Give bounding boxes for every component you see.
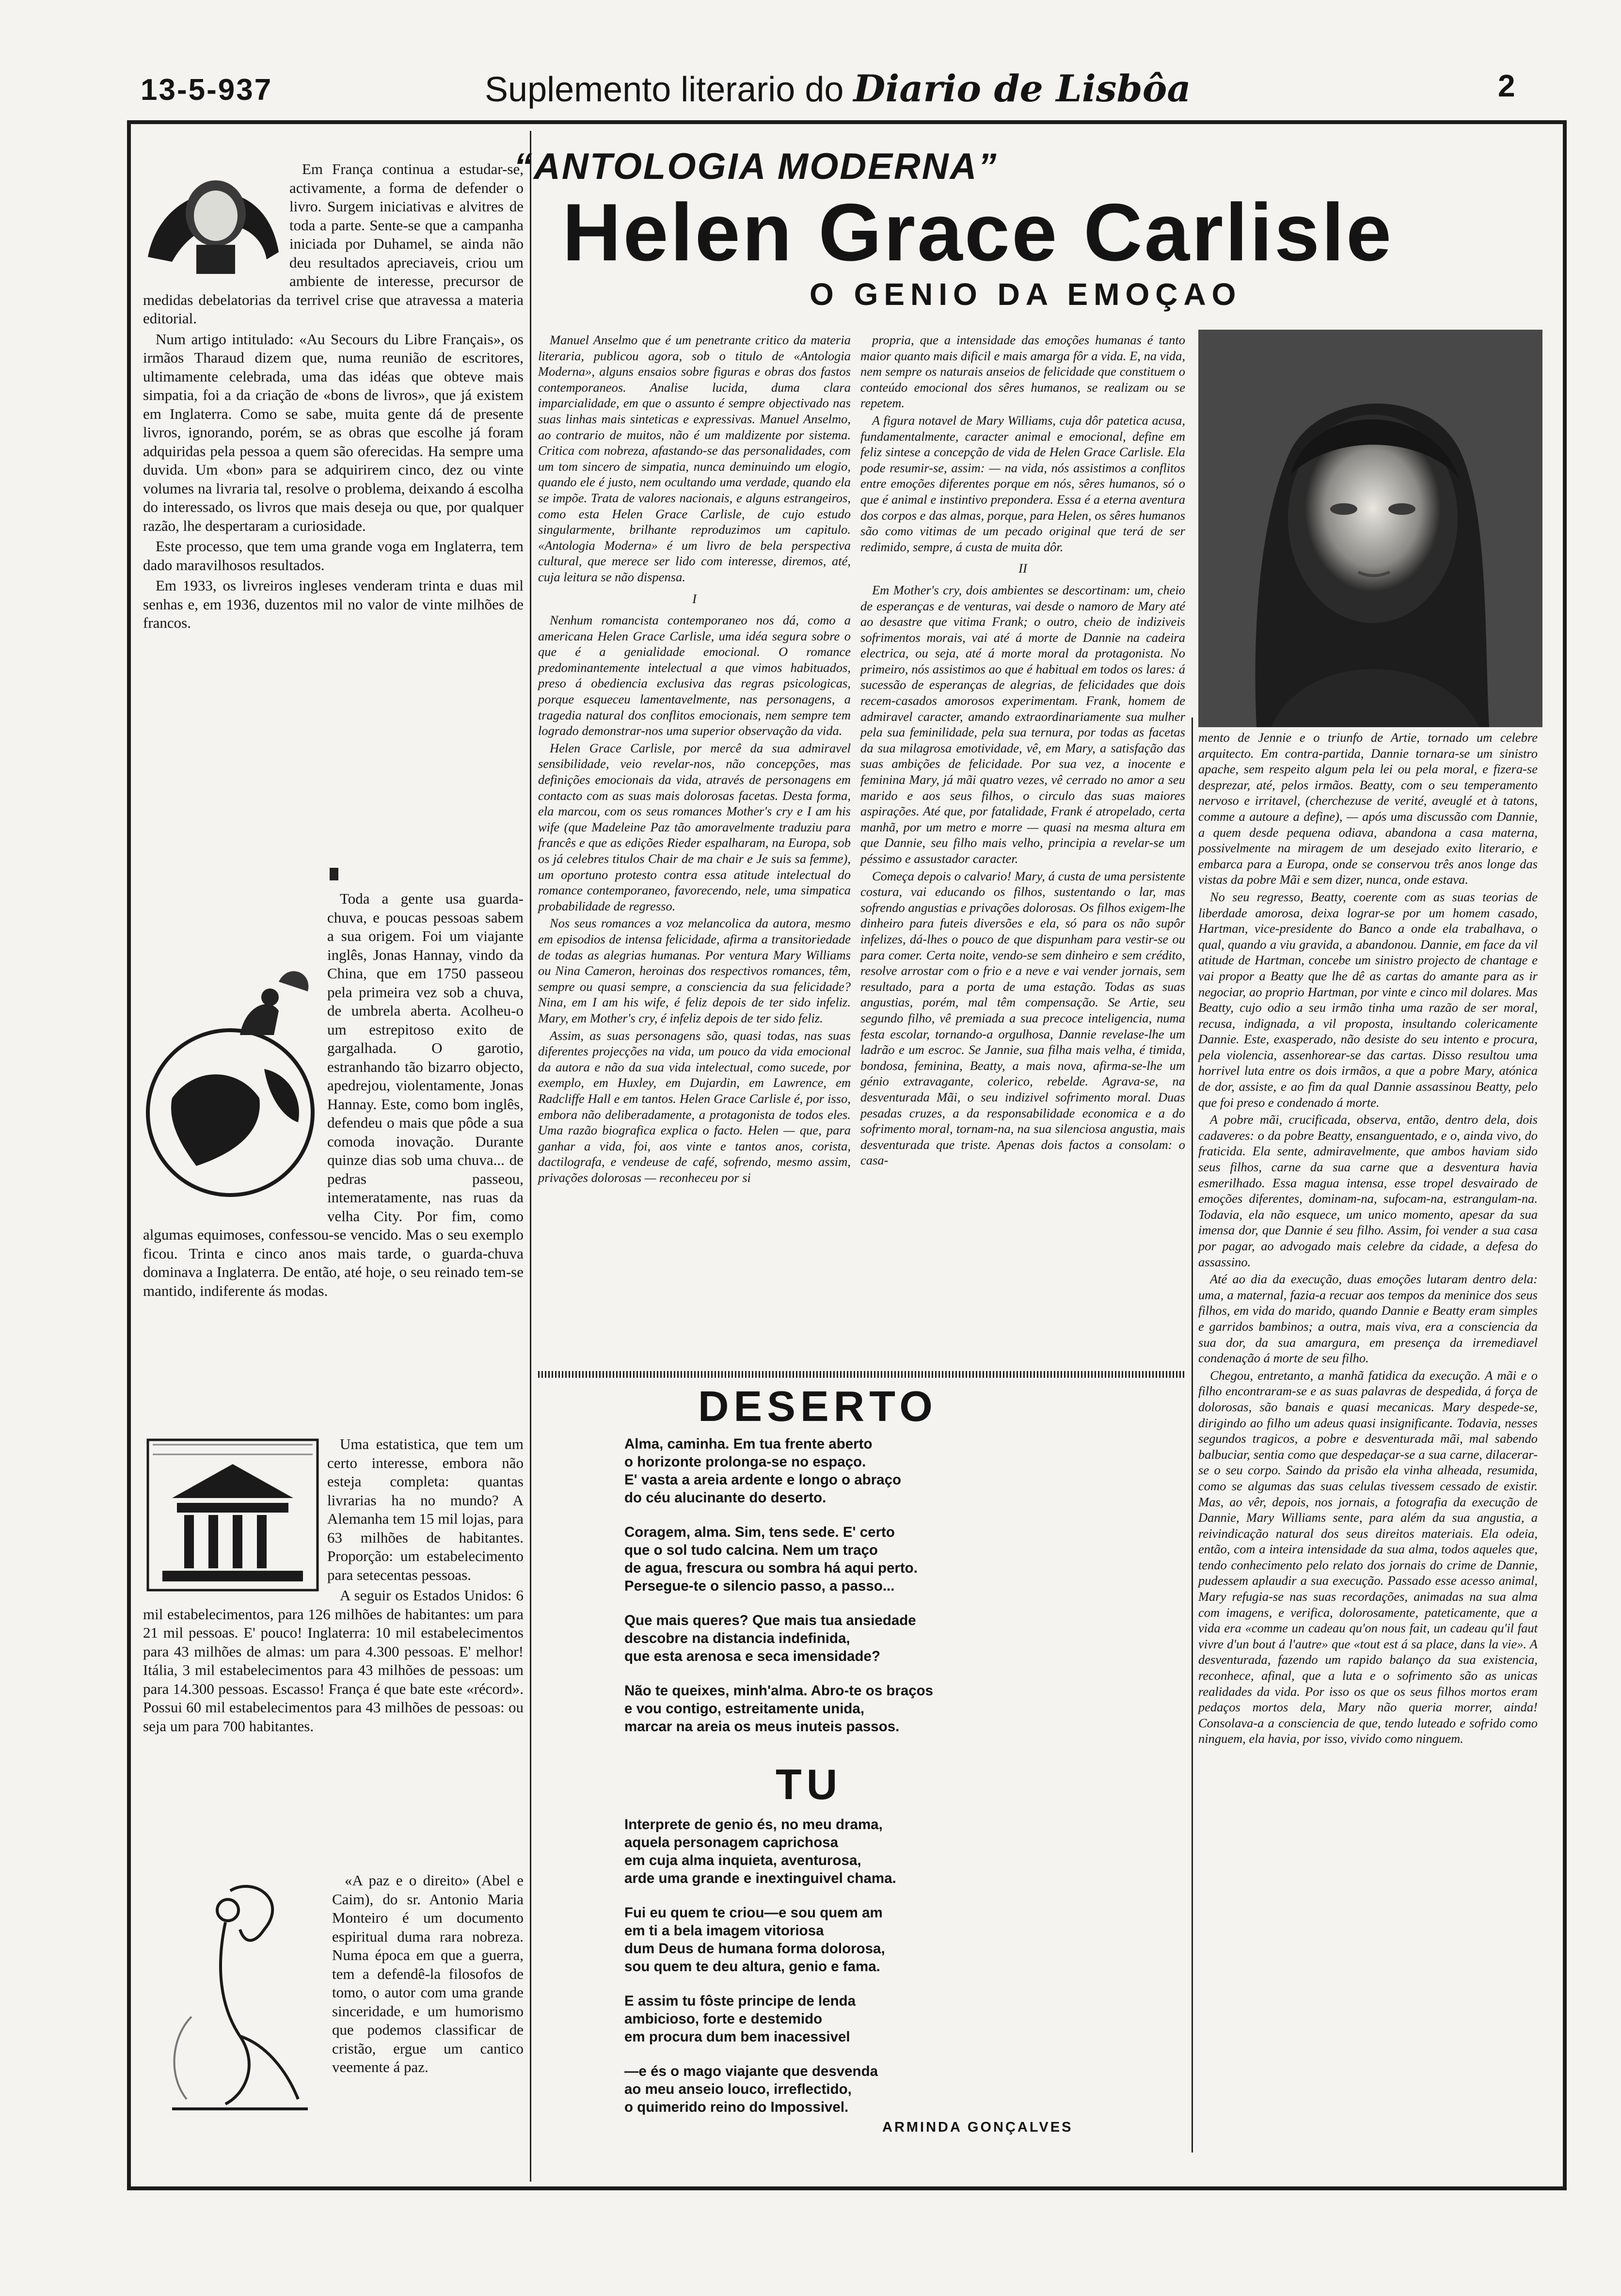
- poem-line: ambicioso, forte e destemido: [624, 2011, 823, 2027]
- section-separator: [538, 1371, 1185, 1378]
- poem-line: E assim tu fôste principe de lenda: [624, 1993, 856, 2009]
- left-column-item-2: [143, 890, 524, 1302]
- poem-stanza: [624, 1682, 1182, 1736]
- poem-author: ARMINDA GONÇALVES: [882, 2120, 1073, 2135]
- column-rule-left: [530, 131, 531, 2182]
- globe-umbrella-illustration: [143, 953, 322, 1214]
- poem-line: que o sol tudo calcina. Nem um traço: [624, 1542, 878, 1558]
- poem-line: e vou contigo, estreitamente unida,: [624, 1701, 865, 1717]
- poem-line: aquela personagem caprichosa: [624, 1834, 839, 1850]
- essay-paragraph: Até ao dia da execução, duas emoções lutaram dentro dela: uma, a maternal, fazia-a recuar aos tempos da meninice dos seus filhos, em vida do marido, quando Dannie e Beatty eram simples e garridos bambinos; a outra, mais viva, era a consciencia da sua dor, da sua amargura, em presença da irremediavel condenação á morte de seu filho.: [1198, 1272, 1538, 1366]
- kneeling-figure-illustration: [143, 1871, 327, 2123]
- poem-line: em procura dum bem inacessivel: [624, 2029, 850, 2045]
- poem-stanza: [624, 1992, 1182, 2046]
- essay-paragraph: Assim, as suas personagens são, quasi todas, nas suas diferentes projecções na vida, um pouco da vida emocional da autora e não da sua vida intelectual, como sucede, por exemplo, em Huxley, em Dujardin, em Lawrence, em Radcliffe Hall e em tantos. Helen Grace Carlisle é, por isso, embora não deliberadamente, a protagonista de todos eles. Uma razão biografica explica o facto. Helen — que, para ganhar a vida, foi, aos vinte e tantos anos, corista, dactilografa, e vendeuse de café, sofrendo, mesmo assim, privações dolorosas — reconheceu por si: [538, 1028, 851, 1185]
- article-book-vouchers-p3: Este processo, que tem uma grande voga em Inglaterra, tem dado maravilhosos resultados.: [143, 538, 524, 574]
- section-numeral-2: II: [1018, 561, 1027, 576]
- poem-stanza: [624, 2062, 1182, 2116]
- poem-line: Não te queixes, minh'alma. Abro-te os braços: [624, 1683, 934, 1699]
- essay-paragraph: A figura notavel de Mary Williams, cuja dôr patetica acusa, fundamentalmente, caracter animal e emocional, define em feliz sintese a concepção de vida de Helen Grace Carlisle. Ela pode resumir-se, assim: — na vida, nós assistimos a conflitos entre emoções diferentes porque em nós, sêres humanos, só o que é animal e instintivo prepondera. Essa é a eterna aventura dos corpos e das almas, porque, para Helen, os sêres humanos são como vitimas de um pecado original que terá de ser redimido, sempre, á custa de muita dôr.: [860, 413, 1185, 554]
- poem-line: Que mais queres? Que mais tua ansiedade: [624, 1612, 916, 1628]
- poem-stanza: [624, 1904, 1182, 1976]
- left-column-item-1: [143, 160, 524, 635]
- article-book-vouchers-p2: Num artigo intitulado: «Au Secours du Libre Français», os irmãos Tharaud dizem que, numa reunião de escritores, ultimamente celebrada, uma das idéas que obteve mais simpatia, foi a da criação de «bons de livros», que já existem em Inglaterra. Como se sabe, muita gente dá de presente livros, ignorando, porém, se as obras que escolhe já foram adquiridas pela pessoa a quem são oferecidas. Ha sempre uma duvida. Um «bon» para se adquirirem cinco, dez ou vinte volumes na livraria tal, resolve o problema, deixando á escolha do interessado, os livros que mais deseja ou que, por qualquer razão, lhe despertaram a curiosidade.: [143, 330, 524, 534]
- masthead-prefix: Suplemento literario do: [485, 70, 844, 109]
- feature-kicker: “ANTOLOGIA MODERNA”: [514, 146, 998, 187]
- page-number: 2: [1498, 68, 1515, 103]
- poem-line: que esta arenosa e seca imensidade?: [624, 1648, 880, 1664]
- poem-line: de agua, frescura ou sombra há aqui perto.: [624, 1560, 918, 1576]
- poem-line: o horizonte prolonga-se no espaço.: [624, 1454, 866, 1470]
- essay-paragraph: Nos seus romances a voz melancolica da autora, mesmo em episodios de intensa felicidade, afirma a transitoriedade de todas as alegrias humanas. Por ventura Mary Williams ou Nina Cameron, heroinas dos respectivos romances, têm, sempre ou quasi sempre, a consciencia da sua felicidade? Nina, em I am his wife, é feliz depois de ter sido infeliz. Mary, em Mother's cry, é infeliz depois de ter sido feliz.: [538, 916, 851, 1025]
- feature-column-b: [860, 332, 1185, 1170]
- poem-line: Persegue-te o silencio passo, a passo...: [624, 1578, 895, 1594]
- issue-date: 13-5-937: [141, 73, 273, 107]
- article-bookstore-stats: Uma estatistica, que tem um certo interesse, embora não esteja completa: quantas livrarias ha no mundo? A Alemanha tem 15 mil lojas, para 63 milhões de habitantes. Proporção: um estabelecimento para setecentas pessoas.: [327, 1435, 524, 1583]
- essay-paragraph: Chegou, entretanto, a manhã fatidica da execução. A mãi e o filho encontraram-se e as suas palavras de despedida, á força de dolorosas, são banais e quasi mecanicas. Mary despede-se, dirigindo ao filho um adeus quasi insignificante. Todavia, nesses segundos tragicos, a pobre e desventurada mãi, mal sabendo balbuciar, sentia como que despedaçar-se a sua carne, dilacerar-se o seu corpo. Saindo da prisão ela vinha alheada, resumida, como se algumas das suas celulas tivessem cessado de existir. Mas, ao vêr, depois, nos jornais, a fotografia da execução de Dannie, Mary Williams sente, para além da sua angustia, a reivindicação natural dos seus direitos materiais. Ela odeia, então, com a inteira intensidade da sua alma, todos aqueles que, tendo conhecimento pelo relato dos jornais do crime de Dannie, pudessem aplaudir a sua execução. Passado esse acesso animal, Mary refugia-se nas suas recordações, animadas na sua alma com imagens, e verifica, dolorosamente, pateticamente, que a vida era «comme un cadeau qu'on nous fait, un cadeau qu'il faut vivre d'un bout á l'autre» que «tout est á sa place, dans la vie». A desventurada, fazendo um rapido balanço da sua existencia, reconhece, afinal, que a luta e o sofrimento são as unicas realidades da vida. Por isso os que os seus filhos mortos eram pedaços mortos dela, Mary não queria morrer, ainda! Consolava-a a consciencia de que, tendo luteado e sofrido como ninguem, ela havia, por isso, vivido como ninguem.: [1198, 1368, 1538, 1746]
- portrait-vignette: [143, 160, 285, 281]
- poem-line: sou quem te deu altura, genio e fama.: [624, 1959, 880, 1975]
- poem-line: Alma, caminha. Em tua frente aberto: [624, 1436, 873, 1452]
- masthead: [485, 67, 1191, 110]
- poem-line: em ti a bela imagem vitoriosa: [624, 1923, 824, 1939]
- column-rule-photo: [1192, 718, 1193, 2152]
- section-bullet: [330, 868, 338, 880]
- poem-line: em cuja alma inquieta, aventurosa,: [624, 1852, 861, 1868]
- feature-column-c: [1198, 730, 1538, 1748]
- essay-paragraph: Nenhum romancista contemporaneo nos dá, como a americana Helen Grace Carlisle, uma idéa segura sobre o que é a genialidade emocional. O romance predominantemente intelectual a que vimos habituados, preso á obediencia exclusiva das regras psicologicas, porque esqueceu lamentavelmente, nas personagens, a tragedia natural dos conflitos emocionais, nem sempre tem logrado demonstrar-nos uma superior observação da vida.: [538, 613, 851, 738]
- article-book-vouchers-p4: Em 1933, os livreiros ingleses venderam trinta e duas mil senhas e, em 1936, duzentos mil no valor de vinte milhões de francos.: [143, 577, 524, 631]
- poem-title-deserto: DESERTO: [698, 1382, 938, 1430]
- poem-title-tu: TU: [776, 1760, 842, 1808]
- left-column-item-4: [143, 1871, 524, 2125]
- intro-paragraph: Manuel Anselmo que é um penetrante critico da materia literaria, publicou agora, sob o titulo de «Antologia Moderna», alguns ensaios sobre figuras e obras dos fastos contemporaneos. Analise lucida, duma clara imparcialidade, em que o assunto é sempre objectivado nas suas linhas mais sinteticas e expressivas. Manuel Anselmo, ao contrario de muitos, não é um maldizente por sistema. Critica com nobreza, afastando-se das personalidades, com um tom sincero de simpatia, nunca deminuindo um elogio, quando ele é justo, nem ocultando uma verdade, quando ela se impõe. Trata de valores nacionais, e alguns estrangeiros, como esta Helen Grace Carlisle, de cujo estudo singularmente, brilhante reproduzimos um capitulo. «Antologia Moderna» é um livro de bela perspectiva cultural, que merece ser lido com interesse, diremos, até, cuja leitura se não dispensa.: [538, 333, 851, 584]
- essay-paragraph: Em Mother's cry, dois ambientes se descortinam: um, cheio de esperanças e de venturas, vai desde o namoro de Mary até ao desastre que vitima Frank; o outro, cheio de indiziveis sofrimentos morais, vai até á morte de Dannie na cadeira electrica, ou seja, até á morte moral da protagonista. No primeiro, nós assistimos ao que é habitual em todos os lares: á sucessão de esperanças de alegrias, de felicidades que dois recem-casados amorosos experimentam. Frank, homem de admiravel caracter, amando extraordinariamente sua mulher pela sua feminilidade, pela sua ternura, por todas as facetas da sua milagrosa emotividade, vê, em Mary, a satisfação das suas ambições de felicidade. Por sua vez, a inocente e feminina Mary, já mãi quatro vezes, vê cerrado no amor a seu marido e aos seus filhos, o circulo das suas maiores aspirações. Até que, por fatalidade, Frank é atropelado, certa manhã, por um metro e morre — quasi na mesma altura em que Dannie, seu filho mais velho, principia a revelar-se um péssimo e assustador caracter.: [860, 582, 1185, 866]
- left-column-item-3: [143, 1435, 524, 1738]
- essay-paragraph: mento de Jennie e o triunfo de Artie, tornado um celebre arquitecto. Em contra-partida, Dannie tornara-se um sinistro apache, sem respeito algum pela lei ou pela moral, e fizera-se desprezar, até, pelos irmãos. Beatty, com o seu temperamento nervoso e irritavel, (cherchezuse de verité, aveuglé et à tatons, comme a autoure a define), — após uma discussão com Dannie, a quem desde pequena odiava, abandona a casa materna, possivelmente na miragem de um desejado exito literario, e embarca para a Europa, onde se conservou três anos longe das vistas da pobre Mãi e sem dizer, nunca, onde estava.: [1198, 730, 1538, 887]
- article-bookstore-stats-p2: A seguir os Estados Unidos: 6 mil estabelecimentos, para 126 milhões de habitantes: um para 21 mil pessoas. E' pouco! Inglaterra: 10 mil estabelecimentos para 43 milhões de almas: um para 4.300 pessoas. E' melhor! Itália, 3 mil estabelecimentos para 43 milhões de pessoas: um para 14.300 pessoas. Escasso! França é que bate este «récord». Possui 60 mil estabelecimentos para 43 milhões de pessoas: ou seja um para 700 habitantes.: [143, 1587, 524, 1735]
- poem-line: marcar na areia os meus inuteis passos.: [624, 1719, 900, 1735]
- poem-line: o quimerido reino do Impossivel.: [624, 2099, 849, 2115]
- feature-subtitle: O GENIO DA EMOÇAO: [810, 277, 1242, 312]
- article-peace-book: «A paz e o direito» (Abel e Caim), do sr. Antonio Maria Monteiro é um documento espiritual duma rara nobreza. Numa época em que a guerra, tem a defendê-la filosofos de tomo, o autor com uma grande sinceridade, e um humorismo que podemos classificar de cristão, ergue um cantico veemente á paz.: [332, 1872, 524, 2075]
- masthead-paper: Diario de Lisbôa: [853, 67, 1191, 110]
- poem-stanza: [624, 1523, 1182, 1595]
- article-book-vouchers: Em França continua a estudar-se, activamente, a forma de defender o livro. Surgem iniciativas e alvitres de toda a parte. Sente-se que a campanha iniciada por Duhamel, se ainda não deu resultados apreciaveis, criou um ambiente de interesse, precursor de medidas debelatorias da terrivel crise que atravessa a materia editorial.: [143, 160, 524, 327]
- poem-line: —e és o mago viajante que desvenda: [624, 2063, 878, 2079]
- poem-line: Fui eu quem te criou—e sou quem am: [624, 1905, 883, 1921]
- poem-line: descobre na distancia indefinida,: [624, 1630, 850, 1646]
- poem-stanza: [624, 1435, 1182, 1507]
- poem-line: dum Deus de humana forma dolorosa,: [624, 1941, 885, 1957]
- poem-line: Interprete de genio és, no meu drama,: [624, 1817, 883, 1833]
- essay-paragraph: Começa depois o calvario! Mary, á custa de uma persistente costura, vai educando os filhos, sustentando o lar, mas sofrendo angustias e privações dolorosas. Os filhos exigem-lhe dinheiro para futeis diversões e ela, só para os não supôr infelizes, dá-lhes o pouco de que dispunham para vestir-se ou para comer. Certa noite, vendo-se sem dinheiro e sem crédito, resolve arrostar com o frio e a neve e vai vender jornais, sem resultado, para a porta de uma estação. Todas as suas angustias, porém, mal têm compensação. Se Artie, seu segundo filho, vê premiada a sua precoce inteligencia, numa festa escolar, tornando-a orgulhosa, Dannie revelase-lhe um ladrão e um escroc. Se Jannie, sua filha mais velha, é timida, bondosa, feminina, Beatty, a mais nova, afirma-se-lhe um génio extravagante, colerico, rebelde. Agrava-se, na desventurada Mãi, o seu indizivel sofrimento moral. Duas pesadas cruzes, a da responsabilidade economica e a do sofrimento moral, tornam-na, na sua silenciosa angustia, mais desventurada que triste. Apenas dois factos a consolam: o casa-: [860, 868, 1185, 1168]
- essay-paragraph: Helen Grace Carlisle, por mercê da sua admiravel sensibilidade, veio revelar-nos, não concepções, mas definições emocionais da vida, através de personagens em contacto com as suas mais dolorosas facetas. Desta forma, ela marcou, com os seus romances Mother's cry e I am his wife (que Madeleine Paz tão amoravelmente traduziu para francês e que as edições Rieder espalharam, na Europa, sob os já celebres titulos Chair de ma chair e Je suis sa femme), um oportuno protesto contra essa atitude intelectual do romance contemporaneo, favorecendo, nele, uma simpatica probabilidade de regresso.: [538, 740, 851, 913]
- article-umbrella: Toda a gente usa guarda-chuva, e poucas pessoas sabem a sua origem. Foi um viajante inglês, Jonas Hannay, vindo da China, que em 1750 passeou pela primeira vez sob a chuva, de umbrela aberta. Acolheu-o um estrepitoso exito de gargalhada. O garotio, estranhando tão bizarro objecto, apedrejou, violentamente, Jonas Hannay. Este, como bom inglês, defendeu o mais que pôde a sua comoda inovação. Durante quinze dias sob uma chuva... de pedras passeou, intemeratamente, nas ruas da velha City. Por fim, como algumas equimoses, confessou-se vencido. Mas o seu exemplo ficou. Trinta e cinco anos mais tarde, o guarda-chuva dominava a Inglaterra. De então, até hoje, o seu reinado tem-se mantido, indiferente ás modas.: [143, 890, 524, 1299]
- bookstore-illustration: [143, 1435, 322, 1595]
- poem-deserto: [624, 1435, 1182, 1752]
- essay-paragraph: No seu regresso, Beatty, coerente com as suas teorias de liberdade amorosa, deixa lograr-se por um homem casado, Hartman, vice-presidente do Banco a onde ela trabalhava, o qual, quando a viu gravida, a abandonou. Dannie, em face da vil atitude de Hartman, concebe um sinistro projecto de chantage e vai propor a Beatty que lhe dê as cartas do amante para as ir negociar, ao proprio Hartman, por vinte e cinco mil dolares. Mas Beatty, cujo odio a seu irmão tinha uma razão de ser moral, recusa, indignada, a vil proposta, insultando colericamente Dannie. Este, exasperado, não desiste do seu intento e procura, pela violencia, assenhorear-se das cartas. Disso resultou uma horrivel luta entre os dois irmãos, a que a pobre Mary, atónica de dor, assiste, e ao fim da qual Dannie assassinou Beatty, pelo que foi preso e condenado á morte.: [1198, 889, 1538, 1110]
- poem-line: ao meu anseio louco, irreflectido,: [624, 2081, 852, 2097]
- author-portrait-photo: [1198, 330, 1542, 727]
- poem-stanza: [624, 1816, 1182, 1887]
- poem-tu: [624, 1816, 1182, 2133]
- feature-title: Helen Grace Carlisle: [562, 187, 1394, 278]
- feature-column-a: [538, 332, 851, 1187]
- section-numeral-1: I: [692, 591, 697, 606]
- poem-line: do céu alucinante do deserto.: [624, 1490, 826, 1506]
- poem-line: E' vasta a areia ardente e longo o abraço: [624, 1472, 902, 1488]
- poem-line: arde uma grande e inextinguivel chama.: [624, 1870, 896, 1886]
- poem-stanza: [624, 1611, 1182, 1665]
- essay-paragraph: A pobre mãi, crucificada, observa, então, dentro dela, dois cadaveres: o da pobre Beatty, ensanguentado, e o, ainda vivo, do fraticida. Ela sente, admiravelmente, que ambos haviam sido seus filhos, carne da sua carne que a desventura havia esmerilhado. Essa magua intensa, esse tropel desvairado de emoções diferentes, dominam-na, sufocam-na, estrangulam-na. Todavia, ela não esquece, um unico momento, apesar da sua imensa dor, que Dannie é seu filho. Assim, foi vender a sua casa por pagar, ao advogado mais celebre da cidade, a defesa do assassino.: [1198, 1112, 1538, 1269]
- poem-line: Coragem, alma. Sim, tens sede. E' certo: [624, 1524, 895, 1540]
- essay-paragraph: propria, que a intensidade das emoções humanas é tanto maior quanto mais dificil e mais amarga fôr a vida. E, na vida, nem sempre os naturais anseios de felicidade que constituem o conteúdo emocional dos sêres humanos, se realizam ou se repetem.: [860, 333, 1185, 411]
